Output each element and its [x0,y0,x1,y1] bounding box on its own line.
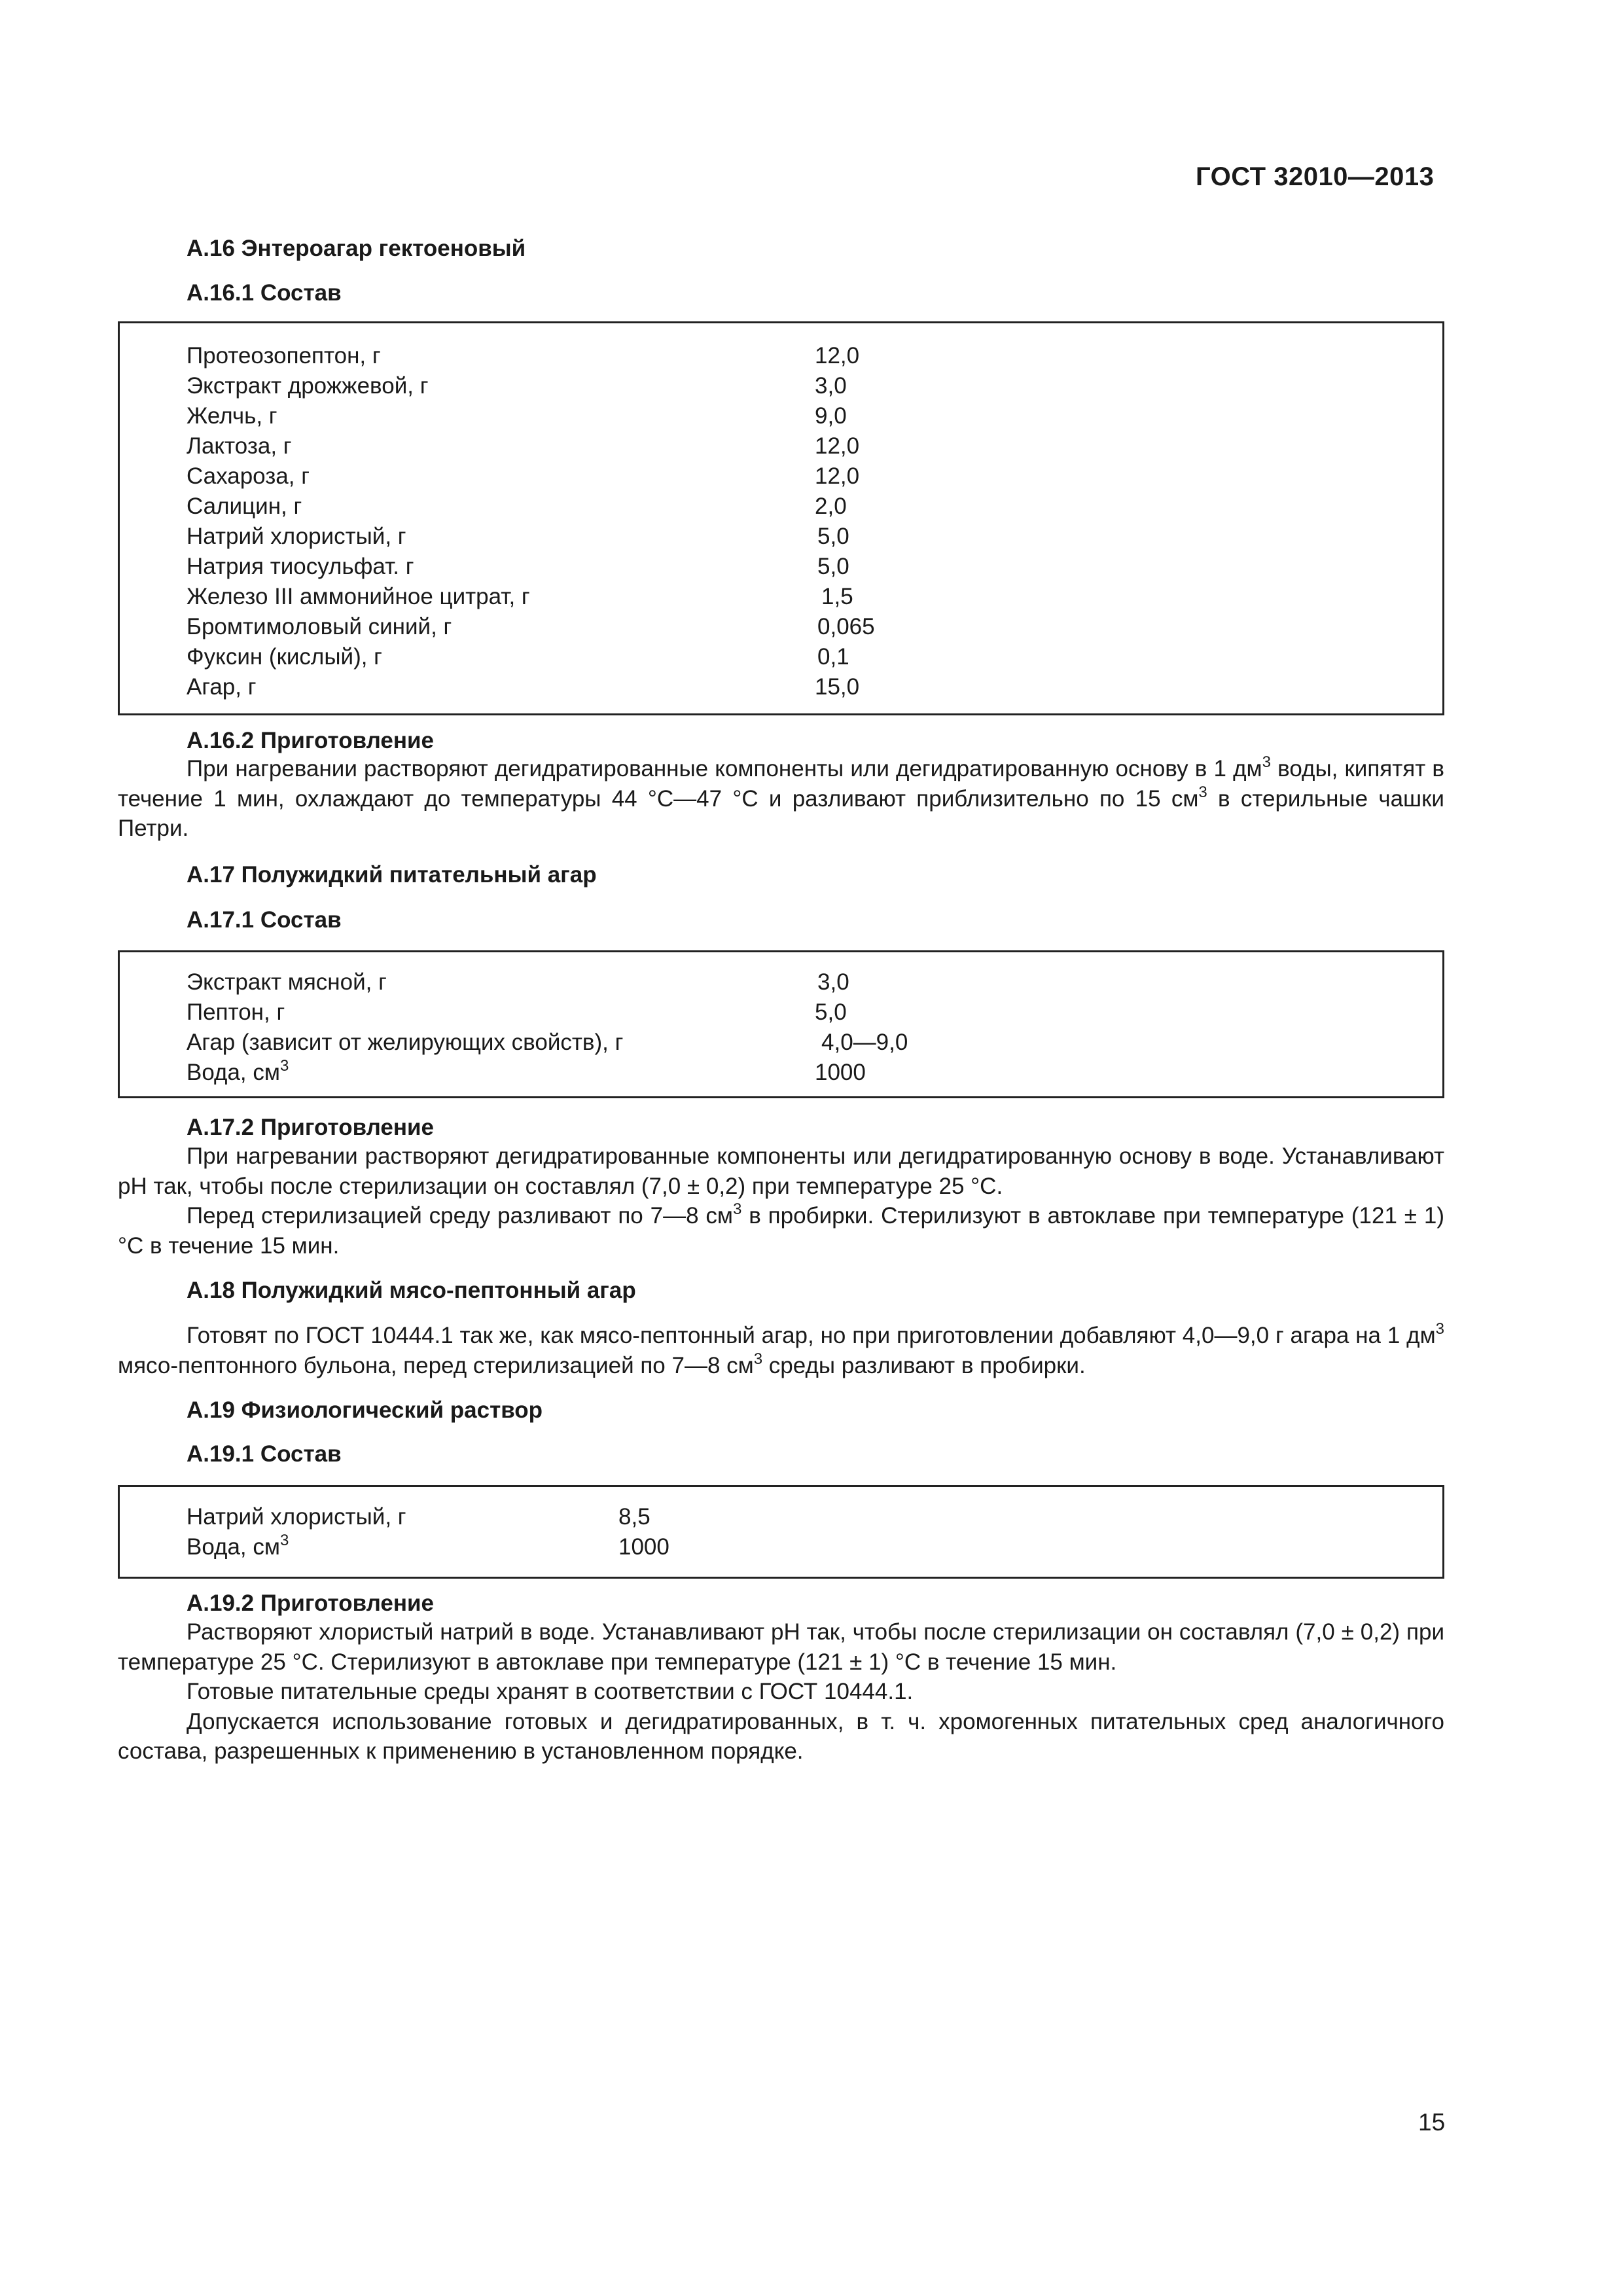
composition-table-a17 [118,950,1444,1098]
ingredient-name: Экстракт дрожжевой, г [187,373,429,399]
paragraph-text: воды, кипятят в течение 1 мин, охлаждают до температуры 44 °С—47 °С и разливают приблизительно по 15 см [118,756,1444,812]
ingredient-value: 1,5 [821,584,853,609]
ingredient-name: Пептон, г [187,999,285,1025]
section-a19-title: А.19 Физиологический раствор [187,1397,543,1423]
ingredient-name [187,1057,289,1085]
section-a17-2-title: А.17.2 Приготовление [187,1115,434,1140]
ingredient-name [187,1532,289,1560]
ingredient-value: 3,0 [815,373,847,399]
ingredient-name: Протеозопептон, г [187,343,381,368]
paragraph-text: При нагревании растворяют дегидратированные компоненты или дегидратированную основу в воде. Устанавливают pH так, чтобы после стерилизации он составлял (7,0 ± 0,2) при температуре 25 °С. [118,1143,1444,1199]
ingredient-value: 1000 [815,1060,866,1085]
paragraph-text: мясо-пептонного бульона, перед стерилизацией по 7—8 см [118,1352,754,1378]
superscript: 3 [1435,1320,1444,1338]
ingredient-value: 3,0 [817,969,849,995]
ingredient-value: 12,0 [815,463,860,489]
ingredient-name: Натрия тиосульфат. г [187,554,414,579]
paragraph-text: в пробирки. Стерилизуют в автоклаве при температуре (121 ± 1) °С в течение 15 мин. [118,1203,1445,1259]
ingredient-name: Желчь, г [187,403,277,429]
paragraph-text: При нагревании растворяют дегидратированные компоненты или дегидратированную основу в 1 дм [187,756,1262,781]
section-a17-title: А.17 Полужидкий питательный агар [187,862,597,888]
paragraph-text: Готовые питательные среды хранят в соответствии с ГОСТ 10444.1. [187,1679,914,1704]
composition-table-a16 [118,321,1444,715]
ingredient-value: 1000 [618,1534,669,1560]
paragraph-a16-2 [118,754,1444,844]
section-a16-2-title: А.16.2 Приготовление [187,728,434,753]
ingredient-value: 8,5 [618,1504,651,1530]
ingredient-name: Салицин, г [187,493,302,519]
paragraph-text: в стерильные чашки Петри. [118,785,1444,841]
document-header: ГОСТ 32010—2013 [1196,162,1435,191]
ingredient-value: 5,0 [817,524,849,549]
ingredient-name: Экстракт мясной, г [187,969,387,995]
ingredient-name-text: Вода, см [187,1534,280,1560]
paragraph-a17-2 [118,1141,1444,1261]
paragraph-text: Готовят по ГОСТ 10444.1 так же, как мясо-пептонный агар, но при приготовлении добавляют 4,0—9,0 г агара на 1 дм [187,1323,1436,1348]
ingredient-name: Железо III аммонийное цитрат, г [187,584,530,609]
paragraph-text: Перед стерилизацией среду разливают по 7—8 см [187,1203,733,1229]
section-a16-1-title: А.16.1 Состав [187,280,342,306]
ingredient-value: 5,0 [815,999,847,1025]
superscript: 3 [279,1532,289,1549]
superscript: 3 [732,1200,742,1218]
ingredient-value: 12,0 [815,433,860,459]
ingredient-value: 4,0—9,0 [821,1030,908,1055]
ingredient-name: Сахароза, г [187,463,310,489]
section-a19-1-title: А.19.1 Состав [187,1441,342,1467]
ingredient-name: Натрий хлористый, г [187,524,406,549]
ingredient-name: Бромтимоловый синий, г [187,614,452,639]
section-a18-title: А.18 Полужидкий мясо-пептонный агар [187,1278,636,1303]
ingredient-value: 12,0 [815,343,860,368]
ingredient-name-text: Вода, см [187,1060,280,1085]
section-a16-title: А.16 Энтероагар гектоеновый [187,236,526,261]
ingredient-name: Натрий хлористый, г [187,1504,406,1530]
page-number: 15 [1418,2109,1446,2136]
superscript: 3 [1262,753,1271,771]
paragraph-text: Растворяют хлористый натрий в воде. Устанавливают pH так, чтобы после стерилизации он составлял (7,0 ± 0,2) при температуре 25 °С. Стерилизуют в автоклаве при температуре (121 ± 1) °С в течение 15 мин. [118,1619,1444,1675]
ingredient-name: Фуксин (кислый), г [187,644,382,670]
superscript: 3 [279,1057,289,1075]
superscript: 3 [753,1350,763,1368]
paragraph-text: Допускается использование готовых и дегидратированных, в т. ч. хромогенных питательных сред аналогичного состава, разрешенных к применению в установленном порядке. [118,1708,1444,1764]
composition-table-a19 [118,1485,1444,1579]
ingredient-name: Агар (зависит от желирующих свойств), г [187,1030,624,1055]
paragraph-a18 [118,1321,1444,1380]
superscript: 3 [1198,783,1207,801]
section-a19-2-title: А.19.2 Приготовление [187,1590,434,1616]
paragraph-text: среды разливают в пробирки. [762,1352,1086,1378]
ingredient-value: 0,1 [817,644,849,670]
ingredient-name: Лактоза, г [187,433,292,459]
ingredient-value: 9,0 [815,403,847,429]
paragraph-a19-2 [118,1617,1444,1767]
ingredient-value: 2,0 [815,493,847,519]
ingredient-name: Агар, г [187,674,257,700]
ingredient-value: 5,0 [817,554,849,579]
section-a17-1-title: А.17.1 Состав [187,907,342,933]
ingredient-value: 15,0 [815,674,860,700]
ingredient-value: 0,065 [817,614,875,639]
